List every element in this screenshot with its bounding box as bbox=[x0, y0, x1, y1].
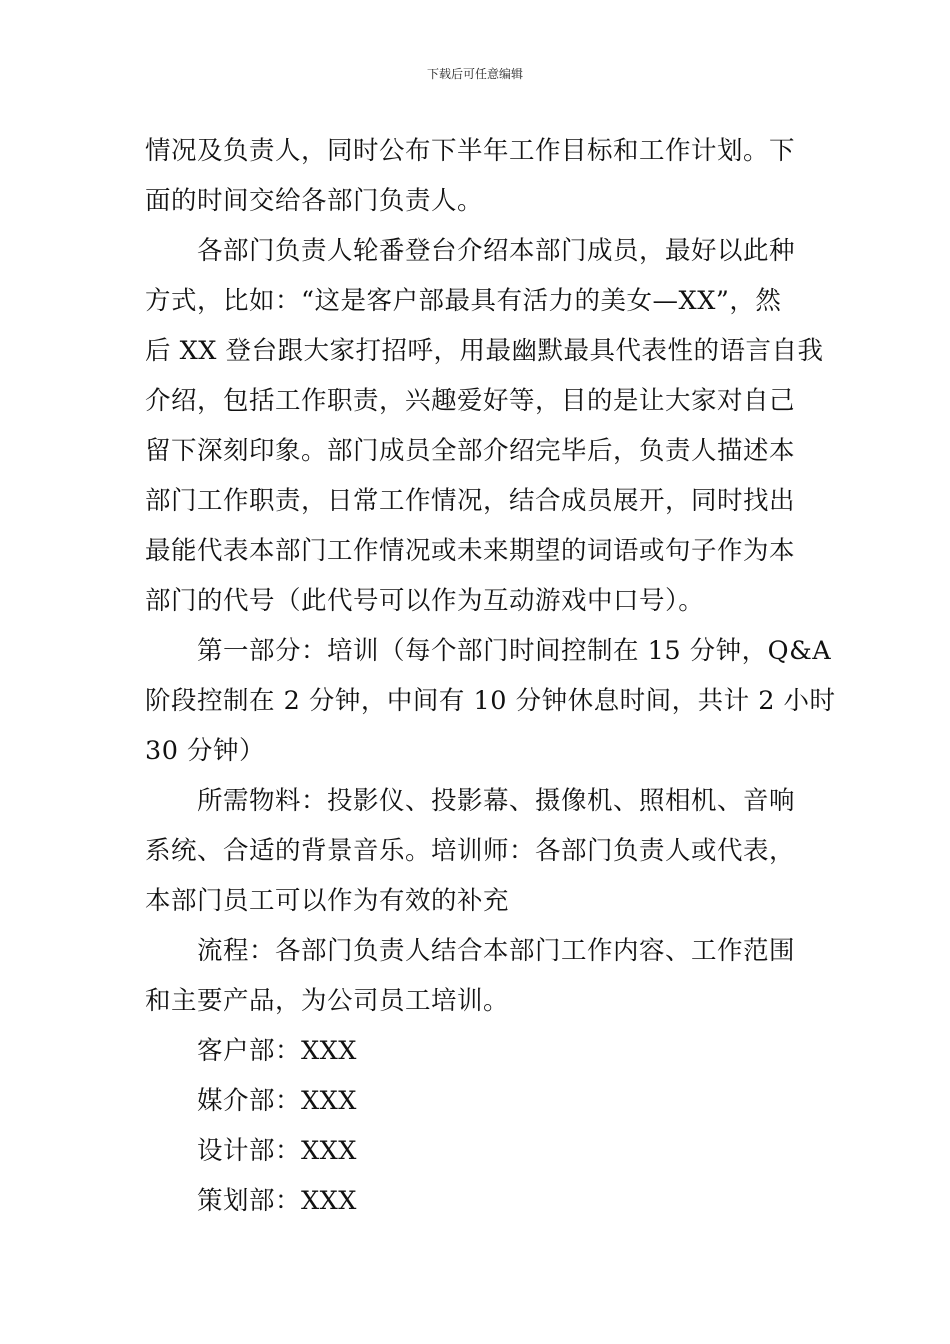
text-line: 系统、合适的背景音乐。培训师：各部门负责人或代表， bbox=[145, 836, 796, 866]
text-line: 阶段控制在 2 分钟，中间有 10 分钟休息时间，共计 2 小时 bbox=[145, 686, 836, 716]
text-line: 情况及负责人，同时公布下半年工作目标和工作计划。下 bbox=[145, 136, 796, 166]
paragraph bbox=[145, 226, 824, 626]
text-line: 后 XX 登台跟大家打招呼，用最幽默最具代表性的语言自我 bbox=[145, 336, 824, 366]
text-line: 介绍，包括工作职责，兴趣爱好等，目的是让大家对自己 bbox=[145, 386, 796, 416]
list-item: 客户部：XXX bbox=[197, 1036, 357, 1066]
paragraph bbox=[145, 776, 811, 926]
list-item: 策划部：XXX bbox=[197, 1186, 357, 1216]
text-line: 方式，比如：“这是客户部最具有活力的美女—XX”，然 bbox=[145, 286, 782, 316]
text-line: 各部门负责人轮番登台介绍本部门成员，最好以此种 bbox=[197, 236, 796, 266]
list-item: 媒介部：XXX bbox=[197, 1086, 357, 1116]
text-line: 流程：各部门负责人结合本部门工作内容、工作范围 bbox=[197, 936, 796, 966]
text-line: 部门工作职责，日常工作情况，结合成员展开，同时找出 bbox=[145, 486, 796, 516]
text-line: 部门的代号（此代号可以作为互动游戏中口号）。 bbox=[145, 586, 705, 616]
paragraph bbox=[145, 926, 811, 1026]
text-line: 本部门员工可以作为有效的补充 bbox=[145, 886, 510, 916]
document-body bbox=[145, 126, 836, 1226]
paragraph bbox=[145, 126, 811, 226]
text-line: 第一部分：培训（每个部门时间控制在 15 分钟，Q&A bbox=[197, 636, 832, 666]
text-line: 和主要产品，为公司员工培训。 bbox=[145, 986, 510, 1016]
text-line: 最能代表本部门工作情况或未来期望的词语或句子作为本 bbox=[145, 536, 796, 566]
list-item: 设计部：XXX bbox=[197, 1136, 357, 1166]
text-line: 30 分钟） bbox=[145, 736, 266, 766]
page-header: 下载后可任意编辑 bbox=[426, 67, 523, 81]
text-line: 所需物料：投影仪、投影幕、摄像机、照相机、音响 bbox=[197, 786, 796, 816]
paragraph bbox=[145, 626, 836, 776]
department-list bbox=[145, 1026, 811, 1226]
text-line: 留下深刻印象。部门成员全部介绍完毕后，负责人描述本 bbox=[145, 436, 796, 466]
text-line: 面的时间交给各部门负责人。 bbox=[145, 186, 484, 216]
